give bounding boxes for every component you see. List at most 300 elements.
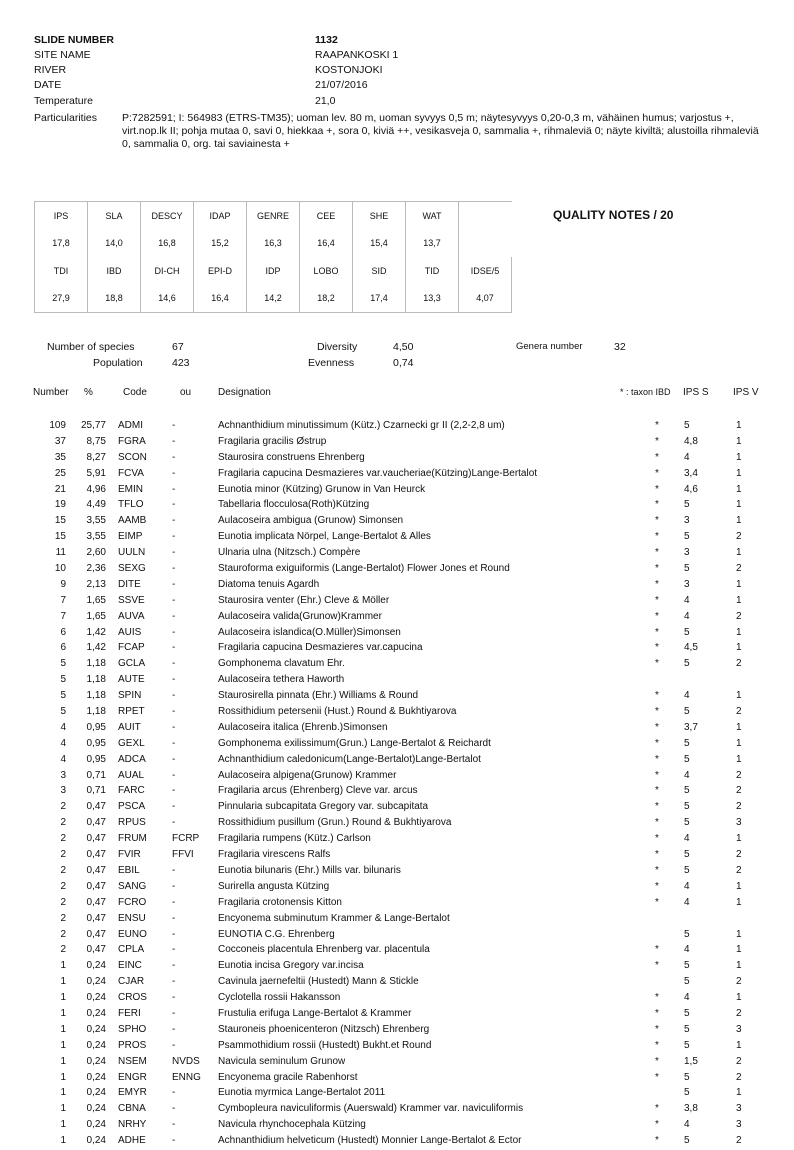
row-code: AUTE (118, 674, 145, 686)
row-percent: 0,47 (86, 833, 106, 845)
table-row (0, 561, 794, 577)
row-taxon-flag: * (655, 420, 659, 431)
row-designation: Aulacoseira valida(Grunow)Krammer (218, 610, 382, 622)
row-code: ENGR (118, 1071, 147, 1083)
table-row (0, 545, 794, 561)
row-ips-v: 2 (736, 658, 742, 670)
row-designation: Pinnularia subcapitata Gregory var. subcapitata (218, 801, 429, 813)
row-percent: 2,36 (86, 563, 106, 575)
row-ou: - (172, 960, 176, 972)
row-taxon-flag: * (655, 817, 659, 829)
row-ou: - (172, 658, 176, 670)
evenness-value: 0,74 (393, 357, 414, 369)
row-designation: Cocconeis placentula Ehrenberg var. placentula (218, 944, 430, 956)
row-percent: 0,95 (86, 721, 106, 733)
row-designation: Fragilaria rumpens (Kütz.) Carlson (218, 833, 371, 845)
index-label: WAT (406, 202, 459, 230)
row-ips-v: 1 (736, 435, 742, 447)
row-designation: Staurosira construens Ehrenberg (218, 451, 365, 463)
row-number: 1 (60, 1071, 66, 1083)
row-percent: 25,77 (80, 420, 106, 431)
row-ips-v: 1 (736, 499, 742, 511)
row-percent: 0,47 (86, 801, 106, 813)
row-taxon-flag: * (655, 880, 659, 892)
row-ou: - (172, 737, 176, 749)
row-ips-s: 5 (684, 737, 690, 749)
row-designation: Staurosirella pinnata (Ehr.) Williams & Round (218, 690, 419, 702)
index-label: IBD (88, 257, 141, 284)
row-ou: - (172, 531, 176, 543)
row-taxon-flag: * (655, 531, 659, 543)
grid-spacer (459, 229, 512, 257)
row-ou: - (172, 674, 176, 686)
row-percent: 1,65 (86, 610, 106, 622)
row-ips-v: 1 (736, 880, 742, 892)
row-designation: Staurosira venter (Ehr.) Cleve & Möller (218, 594, 390, 606)
row-taxon-flag: * (655, 706, 659, 718)
row-code: FARC (118, 785, 145, 797)
row-designation: Encyonema subminutum Krammer & Lange-Bertalot (218, 912, 450, 924)
table-row (0, 815, 794, 831)
row-ips-v: 1 (736, 944, 742, 956)
temperature-label: Temperature (34, 95, 93, 107)
row-ips-s: 5 (684, 785, 690, 797)
row-number: 1 (60, 1135, 66, 1147)
row-designation: Eunotia incisa Gregory var.incisa (218, 960, 364, 972)
row-number: 15 (54, 515, 66, 527)
row-taxon-flag: * (655, 594, 659, 606)
population-count: 423 (172, 357, 190, 369)
row-code: FCAP (118, 642, 145, 654)
row-ips-v: 2 (736, 1007, 742, 1019)
table-row (0, 847, 794, 863)
row-designation: Diatoma tenuis Agardh (218, 578, 320, 590)
row-ou: - (172, 880, 176, 892)
row-percent: 1,18 (86, 658, 106, 670)
row-code: ADHE (118, 1135, 146, 1147)
row-ou: - (172, 1103, 176, 1115)
index-value: 15,2 (194, 229, 247, 257)
row-number: 5 (60, 706, 66, 718)
quality-notes: QUALITY NOTES / 20 (553, 208, 674, 222)
index-value: 17,4 (353, 284, 406, 313)
row-ips-s: 5 (684, 960, 690, 972)
row-code: EUNO (118, 928, 147, 940)
row-ou: - (172, 594, 176, 606)
row-code: FGRA (118, 435, 146, 447)
row-number: 4 (60, 721, 66, 733)
row-percent: 2,13 (86, 578, 106, 590)
row-ips-v: 3 (736, 817, 742, 829)
row-designation: Eunotia implicata Nörpel, Lange-Bertalot & Alles (218, 531, 431, 543)
index-label: IDP (247, 257, 300, 284)
row-taxon-flag: * (655, 785, 659, 797)
index-value: 18,8 (88, 284, 141, 313)
row-designation: Achnanthidium helveticum (Hustedt) Monnier Lange-Bertalot & Ector (218, 1135, 522, 1147)
row-designation: Fragilaria crotonensis Kitton (218, 896, 342, 908)
row-designation: Fragilaria capucina Desmazieres var.capucina (218, 642, 423, 654)
table-row (0, 863, 794, 879)
row-designation: Ulnaria ulna (Nitzsch.) Compère (218, 547, 361, 559)
row-number: 2 (60, 944, 66, 956)
table-row (0, 752, 794, 768)
row-ips-v: 2 (736, 864, 742, 876)
row-ips-v: 2 (736, 706, 742, 718)
row-code: EMYR (118, 1087, 147, 1099)
row-ou: - (172, 769, 176, 781)
table-row (0, 942, 794, 958)
row-code: TFLO (118, 499, 144, 511)
table-row (0, 609, 794, 625)
row-ou: - (172, 1023, 176, 1035)
table-row (0, 927, 794, 943)
row-ips-v: 1 (736, 1039, 742, 1051)
row-ips-s: 5 (684, 658, 690, 670)
row-number: 2 (60, 896, 66, 908)
row-ou: ENNG (172, 1071, 201, 1083)
row-ou: NVDS (172, 1055, 200, 1067)
row-percent: 0,24 (86, 976, 106, 988)
row-code: AUIS (118, 626, 142, 638)
table-row (0, 434, 794, 450)
row-ou: - (172, 1007, 176, 1019)
row-ips-s: 5 (684, 1039, 690, 1051)
particulars-text: P:7282591; I: 564983 (ETRS-TM35); uoman lev. 80 m, uoman syvyys 0,5 m; näytesyvyys 0,20-0,3 m, vähäinen humus; varjostus +, virt.nop.lk II; pohja mutaa 0, savi 0, hiekkaa +, sora 0, kiviä ++, vesikasveja 0, sammalia +, rihmaleviä 0; näyte kiviltä; alustoilla rihmaleviä 0, sammalia 0, org. tai saviainesta + (122, 112, 759, 150)
row-ips-s: 5 (684, 531, 690, 543)
row-number: 1 (60, 1039, 66, 1051)
row-ips-s: 5 (684, 864, 690, 876)
row-number: 9 (60, 578, 66, 590)
row-ips-v: 3 (736, 1103, 742, 1115)
row-ou: - (172, 563, 176, 575)
row-code: SCON (118, 451, 147, 463)
row-number: 3 (60, 785, 66, 797)
row-number: 1 (60, 960, 66, 972)
row-ips-s: 3 (684, 578, 690, 590)
row-percent: 0,24 (86, 1055, 106, 1067)
index-label: SID (353, 257, 406, 284)
row-designation: Eunotia minor (Kützing) Grunow in Van Heurck (218, 483, 426, 495)
row-percent: 0,47 (86, 880, 106, 892)
row-ips-s: 5 (684, 753, 690, 765)
col-pct: % (84, 387, 93, 398)
row-taxon-flag: * (655, 1007, 659, 1019)
row-code: SPIN (118, 690, 142, 702)
index-value: 27,9 (35, 284, 88, 313)
row-number: 1 (60, 1023, 66, 1035)
row-percent: 0,95 (86, 737, 106, 749)
row-percent: 0,47 (86, 896, 106, 908)
table-row (0, 529, 794, 545)
table-row (0, 768, 794, 784)
row-ips-s: 4 (684, 1119, 690, 1131)
col-ips-s: IPS S (683, 387, 709, 398)
table-row (0, 783, 794, 799)
row-ips-v: 3 (736, 1119, 742, 1131)
row-ips-v: 1 (736, 1087, 742, 1099)
row-percent: 8,27 (86, 451, 106, 463)
row-code: CPLA (118, 944, 145, 956)
row-percent: 0,24 (86, 1071, 106, 1083)
row-ips-v: 1 (736, 928, 742, 940)
row-taxon-flag: * (655, 1055, 659, 1067)
row-code: RPUS (118, 817, 146, 829)
row-ou: - (172, 976, 176, 988)
row-number: 2 (60, 912, 66, 924)
row-ips-v: 2 (736, 976, 742, 988)
index-value: 14,2 (247, 284, 300, 313)
temperature: 21,0 (315, 95, 336, 107)
row-code: FCRO (118, 896, 147, 908)
index-value: 18,2 (300, 284, 353, 313)
row-designation: Fragilaria capucina Desmazieres var.vaucheriae(Kützing)Lange-Bertalot (218, 467, 538, 479)
row-number: 2 (60, 833, 66, 845)
population-label: Population (93, 357, 143, 369)
row-ips-s: 4,5 (684, 642, 698, 654)
row-percent: 1,42 (86, 642, 106, 654)
table-row (0, 593, 794, 609)
row-ou: - (172, 690, 176, 702)
slide-number-label: SLIDE NUMBER (34, 34, 114, 46)
row-ips-v: 1 (736, 642, 742, 654)
row-percent: 0,47 (86, 864, 106, 876)
row-designation: EUNOTIA C.G. Ehrenberg (218, 928, 335, 940)
row-taxon-flag: * (655, 737, 659, 749)
table-row (0, 720, 794, 736)
row-percent: 0,24 (86, 1087, 106, 1099)
row-percent: 0,47 (86, 944, 106, 956)
table-row (0, 911, 794, 927)
row-ips-s: 5 (684, 1023, 690, 1035)
row-ips-v: 1 (736, 690, 742, 702)
row-ou: - (172, 626, 176, 638)
row-code: ADMI (118, 420, 143, 431)
row-designation: Cyclotella rossii Hakansson (218, 992, 341, 1004)
row-ips-v: 1 (736, 721, 742, 733)
col-code: Code (123, 387, 147, 398)
col-ou: ou (180, 387, 192, 398)
row-ips-v: 2 (736, 531, 742, 543)
table-row (0, 513, 794, 529)
date: 21/07/2016 (315, 79, 368, 91)
row-ips-v: 1 (736, 833, 742, 845)
table-row (0, 450, 794, 466)
row-percent: 0,24 (86, 1119, 106, 1131)
table-row (0, 1006, 794, 1022)
table-row (0, 799, 794, 815)
index-value: 16,4 (300, 229, 353, 257)
row-taxon-flag: * (655, 642, 659, 654)
table-row (0, 879, 794, 895)
row-code: AUVA (118, 610, 145, 622)
row-ips-s: 5 (684, 1071, 690, 1083)
table-row (0, 1054, 794, 1070)
row-number: 4 (60, 737, 66, 749)
row-taxon-flag: * (655, 833, 659, 845)
row-code: CBNA (118, 1103, 146, 1115)
row-ips-s: 4 (684, 944, 690, 956)
row-code: FCVA (118, 467, 144, 479)
row-taxon-flag: * (655, 960, 659, 972)
table-row (0, 974, 794, 990)
row-number: 1 (60, 1119, 66, 1131)
row-number: 1 (60, 1007, 66, 1019)
river: KOSTONJOKI (315, 64, 383, 76)
row-taxon-flag: * (655, 658, 659, 670)
row-code: NSEM (118, 1055, 147, 1067)
row-percent: 0,24 (86, 992, 106, 1004)
index-label: SHE (353, 202, 406, 230)
row-number: 25 (54, 467, 66, 479)
row-designation: Encyonema gracile Rabenhorst (218, 1071, 358, 1083)
table-row (0, 640, 794, 656)
row-percent: 1,42 (86, 626, 106, 638)
row-number: 3 (60, 769, 66, 781)
row-code: EINC (118, 960, 142, 972)
row-percent: 0,71 (86, 785, 106, 797)
row-code: FRUM (118, 833, 147, 845)
row-ou: - (172, 435, 176, 447)
row-number: 1 (60, 976, 66, 988)
row-ou: - (172, 483, 176, 495)
col-taxon: * : taxon IBD (620, 387, 671, 397)
table-row (0, 418, 794, 434)
table-row (0, 1085, 794, 1101)
row-ips-s: 5 (684, 801, 690, 813)
row-ou: - (172, 547, 176, 559)
row-ips-v: 1 (736, 960, 742, 972)
row-ou: - (172, 721, 176, 733)
index-value: 14,0 (88, 229, 141, 257)
row-number: 2 (60, 864, 66, 876)
row-ips-v: 1 (736, 992, 742, 1004)
row-designation: Tabellaria flocculosa(Roth)Kützing (218, 499, 370, 511)
row-designation: Gomphonema clavatum Ehr. (218, 658, 345, 670)
row-ou: - (172, 864, 176, 876)
row-designation: Navicula rhynchocephala Kützing (218, 1119, 366, 1131)
row-ips-s: 4 (684, 880, 690, 892)
row-ips-s: 4 (684, 769, 690, 781)
index-value: 17,8 (35, 229, 88, 257)
row-ips-v: 1 (736, 515, 742, 527)
row-number: 2 (60, 817, 66, 829)
row-ou: - (172, 467, 176, 479)
row-code: FERI (118, 1007, 141, 1019)
row-ips-v: 2 (736, 1135, 742, 1147)
row-percent: 0,47 (86, 912, 106, 924)
row-percent: 4,49 (86, 499, 106, 511)
row-taxon-flag: * (655, 690, 659, 702)
row-ips-v: 1 (736, 467, 742, 479)
row-ips-v: 1 (736, 594, 742, 606)
row-ips-v: 1 (736, 451, 742, 463)
row-taxon-flag: * (655, 435, 659, 447)
table-row (0, 497, 794, 513)
row-percent: 0,71 (86, 769, 106, 781)
row-ou: - (172, 578, 176, 590)
row-taxon-flag: * (655, 1023, 659, 1035)
row-designation: Psammothidium rossii (Hustedt) Bukht.et Round (218, 1039, 432, 1051)
table-row (0, 1070, 794, 1086)
row-ou: - (172, 499, 176, 511)
row-taxon-flag: * (655, 626, 659, 638)
row-taxon-flag: * (655, 1071, 659, 1083)
index-value: 16,8 (141, 229, 194, 257)
row-taxon-flag: * (655, 1119, 659, 1131)
row-percent: 1,65 (86, 594, 106, 606)
row-ips-s: 4,8 (684, 435, 698, 447)
row-percent: 0,47 (86, 817, 106, 829)
index-label: DESCY (141, 202, 194, 230)
row-designation: Fragilaria virescens Ralfs (218, 849, 331, 861)
row-ips-v: 2 (736, 769, 742, 781)
row-taxon-flag: * (655, 547, 659, 559)
row-ips-s: 5 (684, 928, 690, 940)
row-code: ENSU (118, 912, 146, 924)
row-ou: - (172, 515, 176, 527)
genera-label: Genera number (516, 341, 583, 352)
row-taxon-flag: * (655, 451, 659, 463)
row-ips-s: 5 (684, 563, 690, 575)
row-taxon-flag: * (655, 499, 659, 511)
table-row (0, 1038, 794, 1054)
row-percent: 4,96 (86, 483, 106, 495)
row-ips-v: 1 (736, 578, 742, 590)
row-ou: - (172, 1087, 176, 1099)
row-ips-v: 2 (736, 610, 742, 622)
row-percent: 0,24 (86, 1135, 106, 1147)
row-ips-v: 1 (736, 737, 742, 749)
index-label: IDSE/5 (459, 257, 512, 284)
row-ou: - (172, 1119, 176, 1131)
row-ou: - (172, 928, 176, 940)
row-ips-s: 4 (684, 992, 690, 1004)
row-number: 6 (60, 626, 66, 638)
row-percent: 2,60 (86, 547, 106, 559)
row-number: 2 (60, 928, 66, 940)
row-designation: Eunotia myrmica Lange-Bertalot 2011 (218, 1087, 386, 1099)
row-ips-v: 1 (736, 547, 742, 559)
row-designation: Aulacoseira alpigena(Grunow) Krammer (218, 769, 397, 781)
row-ips-s: 3 (684, 547, 690, 559)
row-percent: 1,18 (86, 690, 106, 702)
table-row (0, 704, 794, 720)
row-percent: 0,47 (86, 849, 106, 861)
row-ips-s: 5 (684, 817, 690, 829)
row-code: SSVE (118, 594, 145, 606)
row-ou: FFVI (172, 849, 194, 861)
row-ips-s: 5 (684, 1135, 690, 1147)
row-ips-v: 3 (736, 1023, 742, 1035)
row-ips-v: 1 (736, 753, 742, 765)
row-ou: FCRP (172, 833, 200, 845)
genera-value: 32 (614, 341, 626, 353)
row-taxon-flag: * (655, 563, 659, 575)
row-number: 11 (55, 547, 66, 559)
row-taxon-flag: * (655, 864, 659, 876)
table-row (0, 1022, 794, 1038)
col-ips-v: IPS V (733, 387, 759, 398)
row-number: 4 (60, 753, 66, 765)
row-code: SANG (118, 880, 147, 892)
table-row (0, 1101, 794, 1117)
row-number: 1 (60, 1103, 66, 1115)
row-ou: - (172, 1039, 176, 1051)
row-code: CROS (118, 992, 147, 1004)
row-number: 5 (60, 690, 66, 702)
row-ips-s: 3,8 (684, 1103, 698, 1115)
row-code: GCLA (118, 658, 146, 670)
